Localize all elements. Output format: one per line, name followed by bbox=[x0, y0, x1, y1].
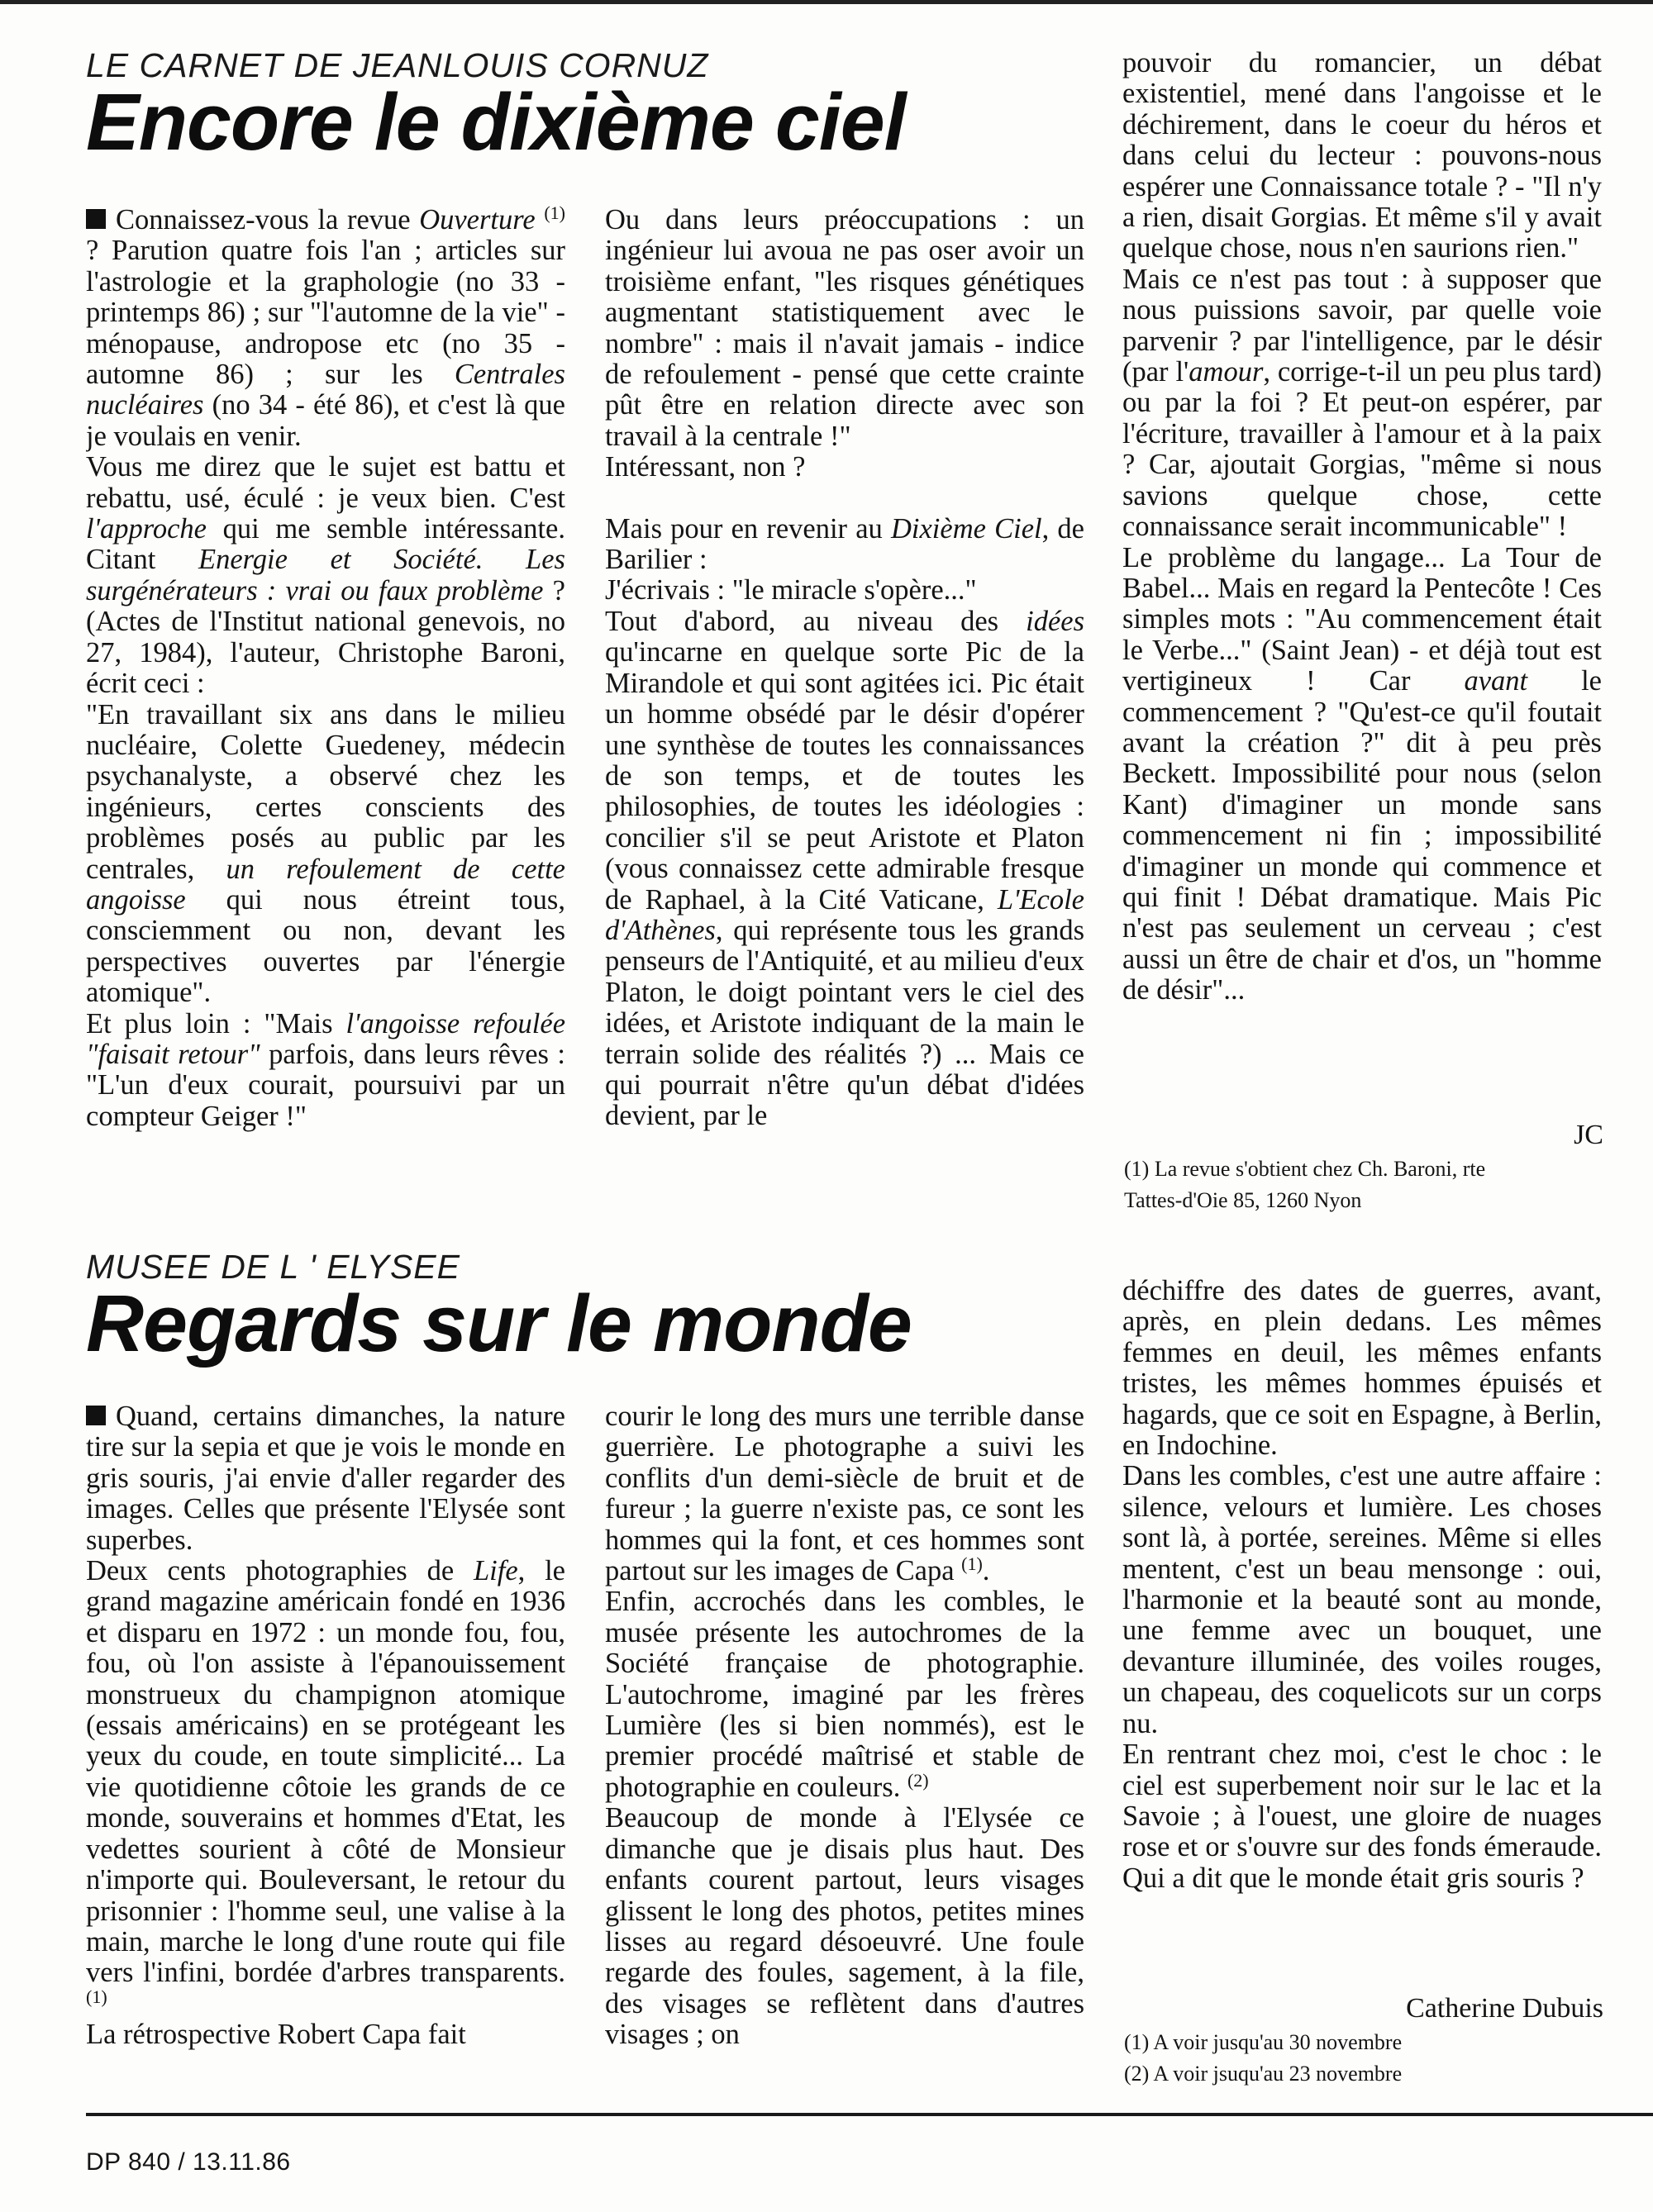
italic-text: amour bbox=[1189, 356, 1264, 388]
footnote-marker: (2) bbox=[907, 1769, 929, 1791]
italic-text: avant bbox=[1464, 665, 1528, 697]
paragraph: Deux cents photographies de Life, le grand magazine américain fondé en 1936 et disparu en 1972 : un monde fou, fou, fou, où l'on assiste à l'épanouissement monstrueux du champignon atomique (essais américains) en se protégeant les yeux du coude, en toute simplicité... La vie quotidienne côtoie les grands de ce monde, souverains et hommes d'Etat, les vedettes sourient à côté de Monsieur n'importe qui. Bouleversant, le retour du prisonnier : l'homme seul, une valise à la main, marche le long d'une route qui file vers l'infini, bordée d'arbres transparents. $^{(1)}$ bbox=[86, 1555, 565, 2007]
paragraph: Mais ce n'est pas tout : à supposer que nous puissions savoir, par quelle voie parvenir ? par l'intelligence, par le désir (par l'amour, corrige-t-il un peu plus tard) ou par la foi ? Et peut-on espérer, par l'écriture, travailler à l'amour et à la paix ? Car, ajoutait Gorgias, "même si nous savions quelque chose, cette connaissance serait incommunicable" ! bbox=[1122, 263, 1602, 543]
paragraph: J'écrivais : "le miracle s'opère..." bbox=[605, 574, 977, 607]
page-footer: DP 840 / 13.11.86 bbox=[86, 2148, 291, 2176]
article2-column-2 bbox=[605, 1401, 1084, 2092]
italic-text: l'angoisse refoulée "faisait retour" bbox=[86, 1007, 565, 1070]
italic-text: L'Ecole d'Athènes bbox=[605, 883, 1084, 946]
italic-text: Ouverture bbox=[419, 205, 536, 235]
bottom-rule bbox=[86, 2113, 1653, 2116]
italic-text: Dixième Ciel bbox=[890, 512, 1042, 545]
italic-text: un refoulement de cette angoisse bbox=[86, 853, 565, 916]
paragraph: Tout d'abord, au niveau des idées qu'incarne en quelque sorte Pic de la Mirandole et qui sont agitées ici. Pic était un homme obsédé par le désir d'opérer une synthèse de toutes les connaissances de son temps, et de toutes les philosophies, de toutes les idéologies : concilier s'il se peut Aristote et Platon (vous connaissez cette admirable fresque de Raphael, à la Cité Vaticane, L'Ecole d'Athènes, qui représente tous les grands penseurs de l'Antiquité, et au milieu d'eux Platon, le doigt pointant vers le ciel des idées, et Aristote indiquant de la main le terrain solide des réalités ?) ... Mais ce qui pourrait n'être qu'un débat d'idées devient, par le bbox=[605, 605, 1084, 1132]
article2-column-1 bbox=[86, 1401, 565, 2092]
article2-column-3 bbox=[1122, 1276, 1602, 1970]
article1-kicker: LE CARNET DE JEANLOUIS CORNUZ bbox=[86, 46, 709, 84]
footnote-marker: (1) bbox=[961, 1553, 983, 1575]
top-border-line bbox=[0, 0, 1653, 4]
paragraph: Beaucoup de monde à l'Elysée ce dimanche que je disais plus haut. Des enfants courent partout, leurs visages glissent le long des photos, petites mines lisses au regard désoeuvré. Une foule regarde des foules, sagement, à la file, des visages se reflètent dans d'autres visages ; on bbox=[605, 1802, 1084, 2051]
lead-square-bullet bbox=[86, 209, 106, 229]
article1-column-2 bbox=[605, 205, 1084, 1220]
article1-footnote-line-2: Tattes-d'Oie 85, 1260 Nyon bbox=[1124, 1188, 1362, 1212]
italic-text: idées bbox=[1026, 605, 1084, 637]
italic-text: Centrales nucléaires bbox=[86, 359, 565, 421]
italic-text: Life bbox=[473, 1555, 518, 1587]
paragraph: Vous me direz que le sujet est battu et rebattu, usé, éculé : je veux bien. C'est l'approche qui me semble intéressante. Citant Energie et Société. Les surgénérateurs : vrai ou faux problème ? (Actes de l'Institut national genevois, no 27, 1984), l'auteur, Christophe Baroni, écrit ceci : bbox=[86, 451, 565, 700]
paragraph: Quand, certains dimanches, la nature tire sur la sepia et que je vois le monde en gris souris, j'ai envie d'aller regarder des images. Celles que présente l'Elysée sont superbes. bbox=[86, 1401, 565, 1556]
article1-column-1 bbox=[86, 205, 565, 1220]
paragraph: Dans les combles, c'est une autre affaire : silence, velours et lumière. Les choses sont là, à portée, sereines. Même si elles mentent, c'est un beau mensonge : oui, l'harmonie et la beauté sont au monde, une femme avec un bouquet, une devanture illuminée, des voiles rouges, un chapeau, des coquelicots sur un corps nu. bbox=[1122, 1460, 1602, 1739]
paragraph: En rentrant chez moi, c'est le choc : le ciel est superbement noir sur le lac et la Savoie ; à l'ouest, une gloire de nuages rose et or s'ouvre sur des fonds émeraude. Qui a dit que le monde était gris souris ? bbox=[1122, 1739, 1602, 1894]
italic-text: Energie et Société. Les surgénérateurs : vrai ou faux problème bbox=[86, 544, 565, 607]
article2-signature: Catherine Dubuis bbox=[1406, 1993, 1603, 2024]
article2-headline: Regards sur le monde bbox=[86, 1278, 912, 1368]
paragraph: La rétrospective Robert Capa fait bbox=[86, 2019, 466, 2051]
paragraph: Et plus loin : "Mais l'angoisse refoulée "faisait retour" parfois, dans leurs rêves : "L'un d'eux courait, poursuivi par un compteur Geiger !" bbox=[86, 1007, 565, 1132]
article1-signature: JC bbox=[1574, 1120, 1603, 1150]
article1-footnote-line-1: (1) La revue s'obtient chez Ch. Baroni, rte bbox=[1124, 1157, 1486, 1181]
footnote-marker: (1) bbox=[86, 1986, 107, 2007]
paragraph: "En travaillant six ans dans le milieu nucléaire, Colette Guedeney, médecin psychanalyste, a observé chez les ingénieurs, certes conscients des problèmes posés au public par les centrales, un refoulement de cette angoisse qui nous étreint tous, consciemment ou non, devant les perspectives ouvertes par l'énergie atomique". bbox=[86, 698, 565, 1009]
paragraph: courir le long des murs une terrible danse guerrière. Le photographe a suivi les conflits d'un demi-siècle de bruit et de fureur ; la guerre n'existe pas, ce sont les hommes qui la font, et ces hommes sont partout sur les images de Capa $^{(1)}$. bbox=[605, 1401, 1084, 1587]
article2-footnote-2: (2) A voir jsuqu'au 23 novembre bbox=[1124, 2062, 1403, 2086]
paragraph: Mais pour en revenir au Dixième Ciel, de Barilier : bbox=[605, 512, 1084, 576]
paragraph: Le problème du langage... La Tour de Babel... Mais en regard la Pentecôte ! Ces simples mots : "Au commencement était le Verbe..." (Saint Jean) - et déjà tout est vertigineux ! Car avant le commencement ? "Qu'est-ce qu'il foutait avant la création ?" dit à peu près Beckett. Impossibilité pour nous (selon Kant) d'imaginer un monde sans commencement ni fin ; impossibilité d'imaginer un monde qui commence et qui finit ! Débat dramatique. Mais Pic n'est pas seulement un cerveau ; c'est aussi un être de chair et d'os, un "homme de désir"... bbox=[1122, 541, 1602, 1006]
article2-kicker: MUSEE DE L ' ELYSEE bbox=[86, 1248, 460, 1286]
paragraph: Connaissez-vous la revue Ouverture $^{(1)}$ ? Parution quatre fois l'an ; articles sur l'astrologie et la graphologie (no 33 - printemps 86) ; sur "l'automne de la vie" - ménopause, andropose etc (no 35 - automne 86) ; sur les Centrales nucléaires (no 34 - été 86), et c'est là que je voulais en venir. bbox=[86, 205, 565, 452]
lead-square-bullet bbox=[86, 1406, 106, 1425]
article1-headline: Encore le dixième ciel bbox=[86, 77, 906, 167]
italic-text: l'approche bbox=[86, 513, 207, 545]
paragraph: déchiffre des dates de guerres, avant, après, en plein dedans. Les mêmes femmes en deuil, les mêmes enfants tristes, les mêmes hommes épuisés et hagards, que ce soit en Espagne, à Berlin, en Indochine. bbox=[1122, 1276, 1602, 1462]
paragraph: pouvoir du romancier, un débat existentiel, mené dans l'angoisse et le déchirement, dans le coeur du héros et dans celui du lecteur : pouvons-nous espérer une Connaissance totale ? - "Il n'y a rien, disait Gorgias. Et même s'il y avait quelque chose, nous n'en saurions rien." bbox=[1122, 48, 1602, 264]
paragraph: Ou dans leurs préoccupations : un ingénieur lui avoua ne pas oser avoir un troisième enfant, "les risques génétiques augmentant statistiquement avec le nombre" : mais il n'avait jamais - indice de refoulement - pensé que cette crainte pût être en relation directe avec son travail à la centrale !" bbox=[605, 205, 1084, 452]
paragraph: Enfin, accrochés dans les combles, le musée présente les autochromes de la Société française de photographie. L'autochrome, imaginé par les frères Lumière (les si bien nommés), est le premier procédé maîtrisé et stable de photographie en couleurs. $^{(2)}$ bbox=[605, 1586, 1084, 1803]
footnote-marker: (1) bbox=[544, 205, 565, 223]
article2-footnote-1: (1) A voir jusqu'au 30 novembre bbox=[1124, 2030, 1403, 2054]
paragraph: Intéressant, non ? bbox=[605, 451, 806, 483]
article1-column-3 bbox=[1122, 48, 1602, 1127]
